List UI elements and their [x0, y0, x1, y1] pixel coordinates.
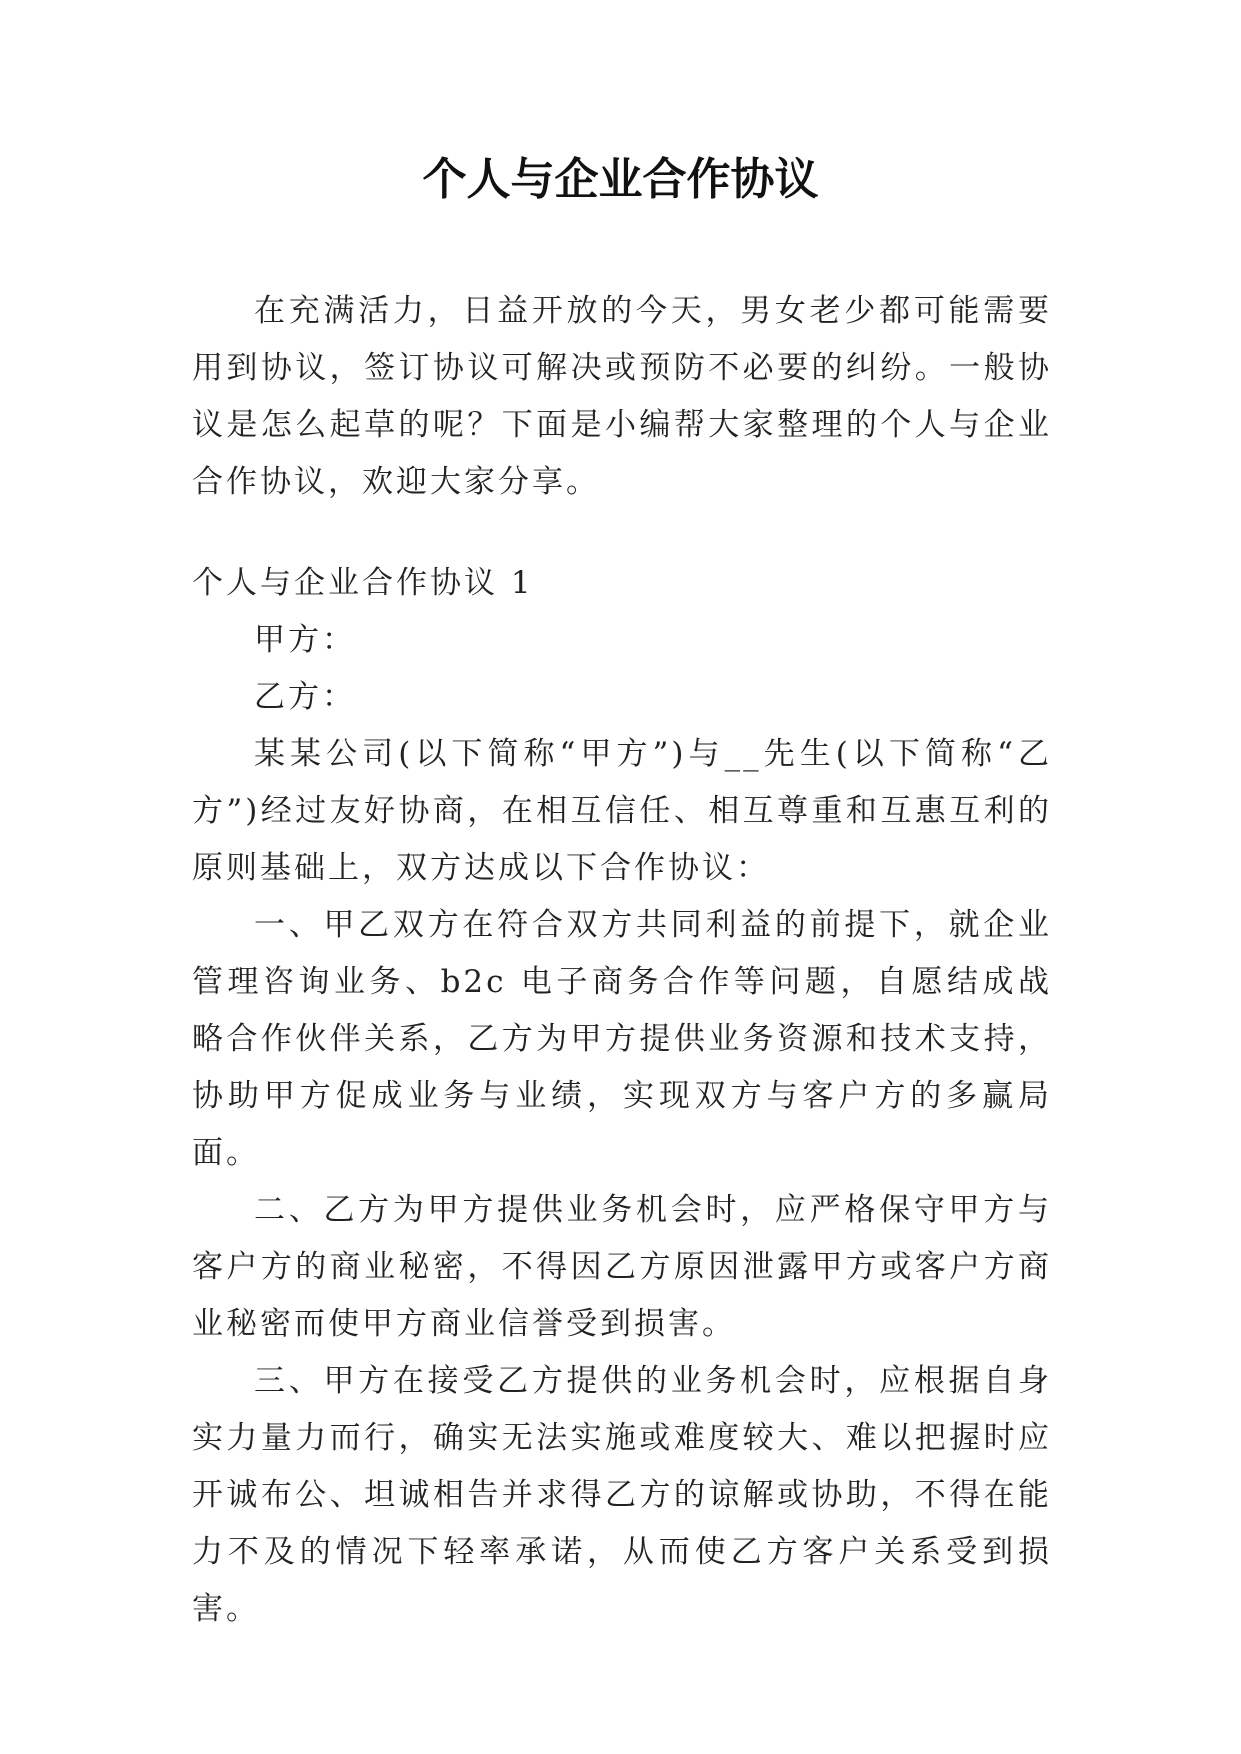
paragraph-spacer [192, 511, 1052, 555]
party-a-line: 甲方： [254, 622, 356, 658]
clause-2-paragraph: 二、乙方为甲方提供业务机会时，应严格保守甲方与客户方的商业秘密，不得因乙方原因泄露甲方或客户方商业秘密而使甲方商业信誉受到损害。 [192, 1192, 1052, 1342]
preamble-paragraph: 某某公司(以下简称“甲方”)与__先生(以下简称“乙方”)经过友好协商，在相互信任、相互尊重和互惠互利的原则基础上，双方达成以下合作协议： [192, 736, 1052, 886]
section-heading: 个人与企业合作协议 1 [192, 565, 534, 601]
party-b-line: 乙方： [254, 679, 356, 715]
document-title: 个人与企业合作协议 [422, 154, 819, 205]
clause-3-paragraph: 三、甲方在接受乙方提供的业务机会时，应根据自身实力量力而行，确实无法实施或难度较大、难以把握时应开诚布公、坦诚相告并求得乙方的谅解或协助，不得在能力不及的情况下轻率承诺，从而使乙方客户关系受到损害。 [192, 1363, 1052, 1627]
intro-paragraph: 在充满活力，日益开放的今天，男女老少都可能需要用到协议，签订协议可解决或预防不必要的纠纷。一般协议是怎么起草的呢？下面是小编帮大家整理的个人与企业合作协议，欢迎大家分享。 [192, 293, 1052, 500]
document-body [192, 283, 1052, 1638]
clause-1-paragraph: 一、甲乙双方在符合双方共同利益的前提下，就企业管理咨询业务、b2c 电子商务合作等问题，自愿结成战略合作伙伴关系，乙方为甲方提供业务资源和技术支持，协助甲方促成业务与业绩，实现双方与客户方的多赢局面。 [192, 907, 1052, 1171]
